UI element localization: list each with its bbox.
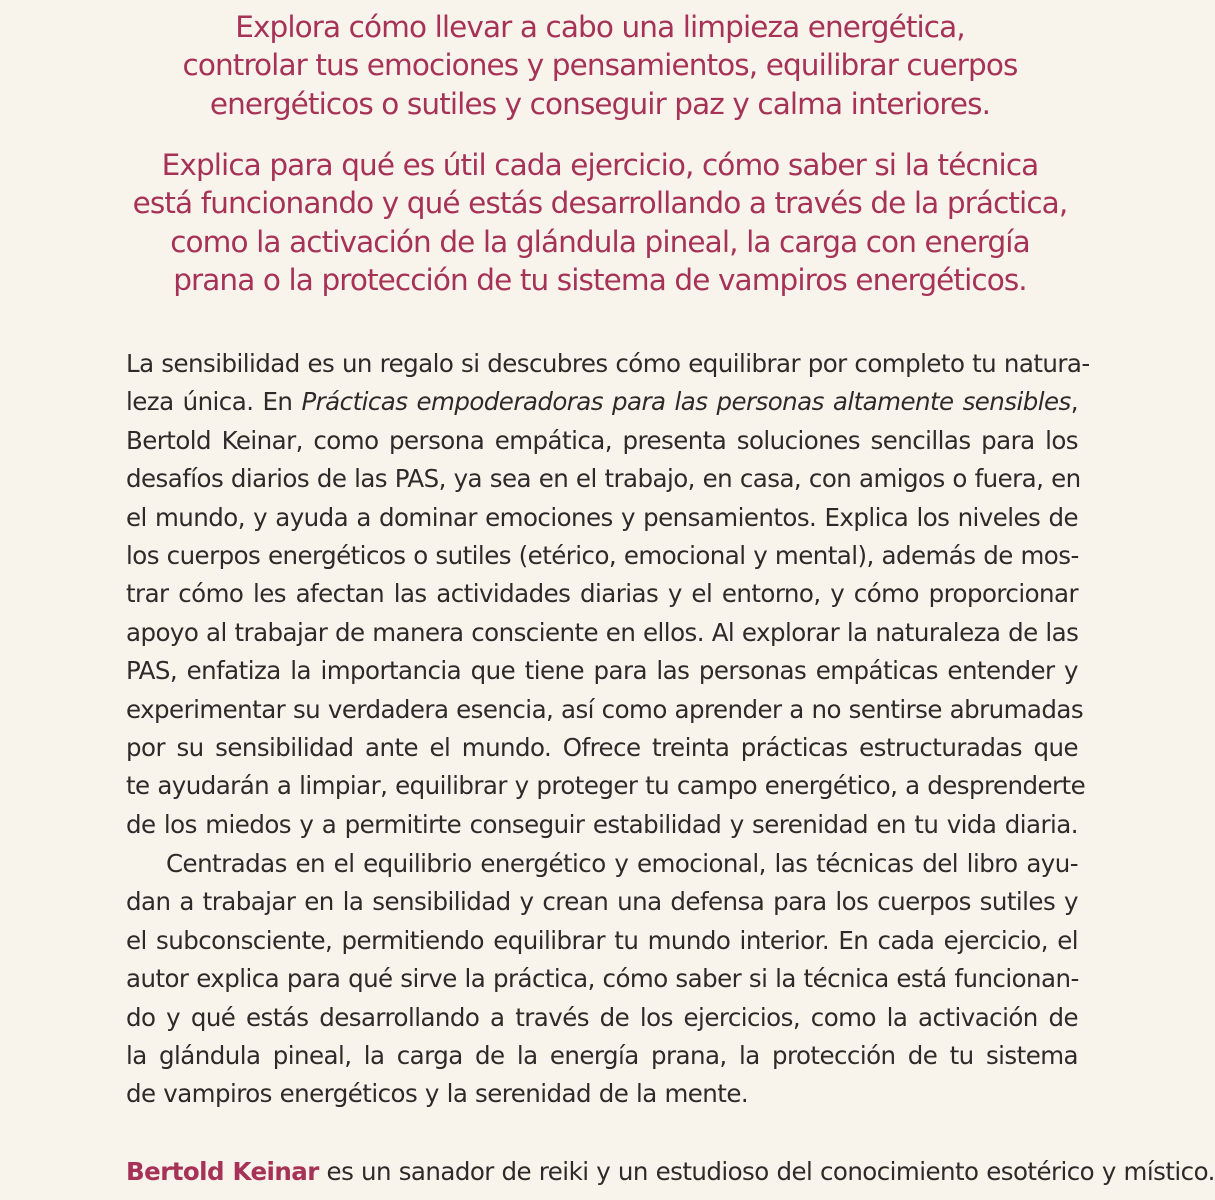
paragraph-line: de los miedos y a permitirte conseguir estabilidad y serenidad en tu vida diaria. bbox=[126, 809, 1078, 839]
description-paragraph-1 bbox=[126, 345, 1090, 844]
description-paragraph-2 bbox=[126, 845, 1078, 1114]
highlight-line: Explora cómo llevar a cabo una limpieza energética, bbox=[235, 10, 965, 44]
paragraph-line: La sensibilidad es un regalo si descubres cómo equilibrar por completo tu natura- bbox=[126, 349, 1090, 378]
paragraph-line: do y qué estás desarrollando a través de los ejercicios, como la activación de bbox=[126, 1002, 1078, 1032]
highlight-line: Explica para qué es útil cada ejercicio, cómo saber si la técnica bbox=[161, 148, 1039, 182]
author-bio-line bbox=[126, 1153, 1215, 1191]
paragraph-line: experimentar su verdadera esencia, así como aprender a no sentirse abrumadas bbox=[126, 694, 1084, 724]
paragraph-line: PAS, enfatiza la importancia que tiene para las personas empáticas entender y bbox=[126, 656, 1078, 686]
book-title: Prácticas empoderadoras para las personas altamente sensibles bbox=[301, 387, 1071, 417]
paragraph-line: los cuerpos energéticos o sutiles (etérico, emocional y mental), además de mos- bbox=[126, 540, 1079, 570]
paragraph-line: te ayudarán a limpiar, equilibrar y proteger tu campo energético, a desprenderte bbox=[126, 771, 1086, 801]
paragraph-line: el subconsciente, permitiendo equilibrar tu mundo interior. En cada ejercicio, el bbox=[126, 925, 1078, 955]
paragraph-line: de vampiros energéticos y la serenidad de la mente. bbox=[126, 1079, 749, 1109]
author-bio-text: es un sanador de reiki y un estudioso del conocimiento esotérico y místico. bbox=[318, 1157, 1215, 1186]
highlight-line: como la activación de la glándula pineal, la carga con energía bbox=[170, 224, 1030, 259]
highlight-line: prana o la protección de tu sistema de vampiros energéticos. bbox=[173, 263, 1027, 298]
highlight-blurb-2 bbox=[100, 146, 1100, 300]
highlight-line: controlar tus emociones y pensamientos, equilibrar cuerpos bbox=[182, 48, 1018, 83]
paragraph-line: trar cómo les afectan las actividades diarias y el entorno, y cómo proporcionar bbox=[126, 579, 1078, 609]
paragraph-line: autor explica para qué sirve la práctica, cómo saber si la técnica está funcionan- bbox=[126, 964, 1079, 994]
paragraph-line: el mundo, y ayuda a dominar emociones y pensamientos. Explica los niveles de bbox=[126, 502, 1078, 532]
paragraph-line: apoyo al trabajar de manera consciente en ellos. Al explorar la naturaleza de las bbox=[126, 617, 1079, 647]
paragraph-line: dan a trabajar en la sensibilidad y crean una defensa para los cuerpos sutiles y bbox=[126, 887, 1078, 917]
author-name: Bertold Keinar bbox=[126, 1157, 319, 1186]
highlight-blurb-1 bbox=[100, 8, 1100, 123]
paragraph-line-with-title bbox=[126, 383, 1078, 421]
author-bio bbox=[126, 1153, 1215, 1191]
highlight-line: energéticos o sutiles y conseguir paz y calma interiores. bbox=[209, 86, 991, 121]
highlight-line: está funcionando y qué estás desarrollando a través de la práctica, bbox=[132, 186, 1068, 221]
paragraph-line: desafíos diarios de las PAS, ya sea en el trabajo, en casa, con amigos o fuera, en bbox=[126, 464, 1081, 494]
paragraph-line: Bertold Keinar, como persona empática, presenta soluciones sencillas para los bbox=[126, 425, 1078, 455]
paragraph-line: por su sensibilidad ante el mundo. Ofrece treinta prácticas estructuradas que bbox=[126, 732, 1078, 762]
paragraph-text: , bbox=[1070, 387, 1078, 417]
paragraph-line: Centradas en el equilibrio energético y emocional, las técnicas del libro ayu- bbox=[166, 849, 1078, 878]
paragraph-text: leza única. En bbox=[126, 387, 302, 417]
paragraph-line: la glándula pineal, la carga de la energía prana, la protección de tu sistema bbox=[126, 1040, 1078, 1070]
